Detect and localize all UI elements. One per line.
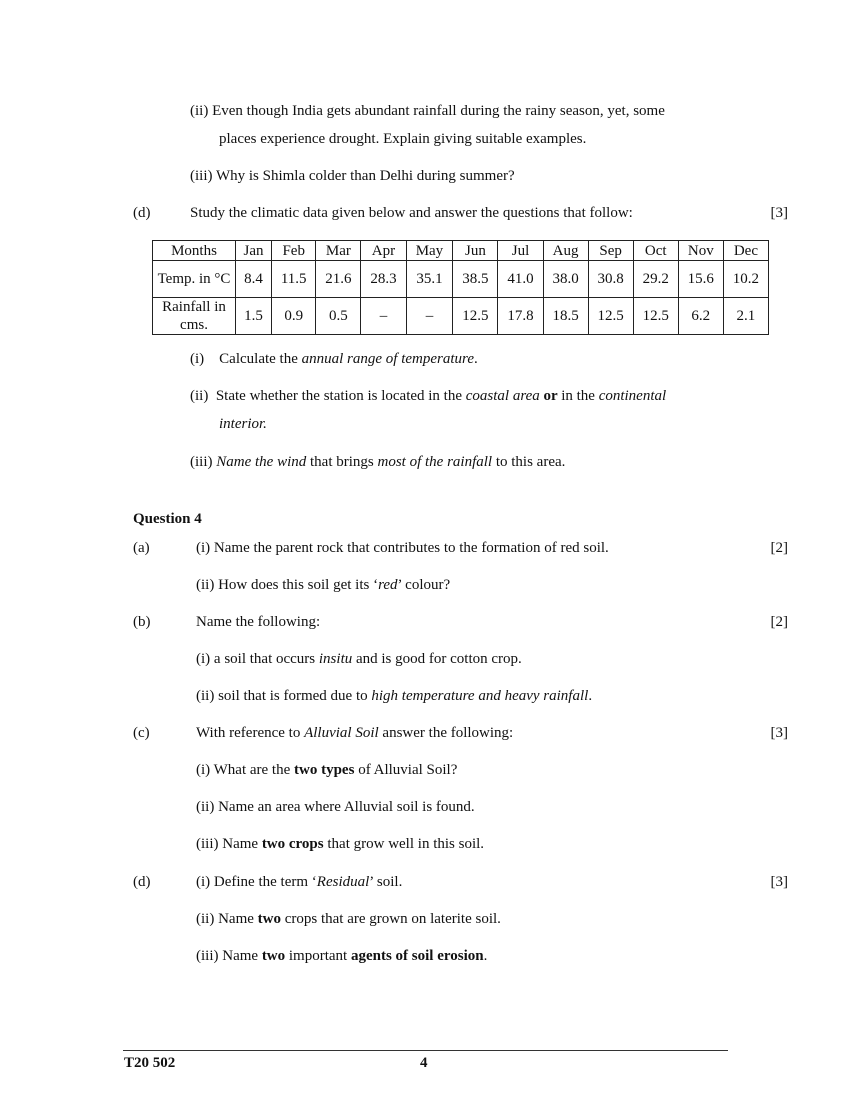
- month-cell: Oct: [633, 241, 678, 261]
- q4-d-ii: [196, 910, 501, 928]
- month-cell: Dec: [723, 241, 768, 261]
- q3-d-ii-text: State whether the station is located in the: [215, 388, 466, 404]
- temp-cell: 29.2: [633, 261, 678, 298]
- q4-c-iii-text: (iii) Name: [196, 836, 262, 852]
- rain-cell: 0.9: [272, 298, 316, 335]
- q3-d-ii-interior: interior.: [219, 416, 267, 432]
- footer-divider: [123, 1050, 728, 1051]
- q4-c-i-bold: two types: [294, 762, 355, 778]
- q4-b-ii: [196, 687, 592, 705]
- months-header: Months: [153, 241, 236, 261]
- q4-d-iii-bold2: agents of soil erosion: [350, 948, 484, 964]
- q3-d-ii-text2: in the: [561, 388, 599, 404]
- rain-cell: 6.2: [678, 298, 723, 335]
- q4-a-ii-end: ’ colour?: [397, 577, 451, 593]
- q4-a-ii-text: (ii) How does this soil get its ‘: [196, 577, 379, 593]
- q3-d-i-emph: annual range of temperature: [301, 351, 474, 367]
- q4-d-iii: [196, 947, 487, 965]
- q3-c-ii-line1: (ii) Even though India gets abundant rainfall during the rainy season, yet, some: [190, 103, 665, 119]
- rain-cell: –: [361, 298, 406, 335]
- q4-a-marks: [2]: [770, 540, 788, 556]
- month-cell: Apr: [361, 241, 406, 261]
- q3-d-ii-or: or: [539, 388, 562, 404]
- q3-c-ii-line2: places experience drought. Explain giving suitable examples.: [219, 131, 587, 147]
- table-row-months: [153, 241, 769, 261]
- footer-code: T20 502: [124, 1055, 176, 1071]
- q4-b-i-end: and is good for cotton crop.: [352, 651, 522, 667]
- q4-a-label: (a): [133, 540, 150, 556]
- q4-c-text: [196, 724, 513, 742]
- temp-cell: 30.8: [588, 261, 633, 298]
- q4-b-text: Name the following:: [196, 614, 321, 630]
- q3-d-i-num: (i): [190, 351, 205, 367]
- q3-d-iii-num: (iii): [190, 454, 213, 470]
- table-row-rainfall: [153, 298, 769, 335]
- rain-cell: 12.5: [633, 298, 678, 335]
- q3-d-ii: [190, 387, 666, 405]
- q4-d-i-emph: Residual: [316, 874, 370, 890]
- q3-d-iii: [190, 453, 565, 471]
- temp-cell: 8.4: [236, 261, 272, 298]
- q3-d-i-text: Calculate the: [219, 351, 302, 367]
- month-cell: Nov: [678, 241, 723, 261]
- climate-table: [152, 240, 769, 335]
- q4-b-ii-emph: high temperature and heavy rainfall: [371, 688, 589, 704]
- month-cell: Aug: [543, 241, 588, 261]
- q4-b-i-emph: insitu: [318, 651, 353, 667]
- q3-d-ii-line2: [219, 415, 267, 433]
- q3-d-i: [190, 350, 478, 368]
- q3-d-label: (d): [133, 205, 151, 221]
- q3-d-ii-emph1: coastal area: [465, 388, 540, 404]
- q4-a-ii-emph: red: [378, 577, 398, 593]
- temp-cell: 21.6: [316, 261, 361, 298]
- month-cell: Mar: [316, 241, 361, 261]
- temp-cell: 10.2: [723, 261, 768, 298]
- q4-c-iii: [196, 835, 484, 853]
- q4-c-text-a: With reference to: [196, 725, 305, 741]
- q4-a-ii: [196, 576, 450, 594]
- q4-c-emph: Alluvial Soil: [304, 725, 379, 741]
- month-cell: Jun: [453, 241, 498, 261]
- rain-cell: 1.5: [236, 298, 272, 335]
- q4-b-label: (b): [133, 614, 151, 630]
- temp-cell: 41.0: [498, 261, 543, 298]
- temp-cell: 15.6: [678, 261, 723, 298]
- q4-b-i-text: (i) a soil that occurs: [196, 651, 319, 667]
- rain-cell: 17.8: [498, 298, 543, 335]
- q4-d-iii-end: .: [483, 948, 488, 964]
- rain-cell: 2.1: [723, 298, 768, 335]
- rain-cell: –: [406, 298, 453, 335]
- q4-a-i: (i) Name the parent rock that contributes to the formation of red soil.: [196, 540, 609, 556]
- q4-d-i-end: ’ soil.: [369, 874, 403, 890]
- q4-c-i-end: of Alluvial Soil?: [354, 762, 458, 778]
- q4-b-i: [196, 650, 522, 668]
- q3-d-iii-emph2: most of the rainfall: [377, 454, 493, 470]
- q3-d-ii-num: (ii): [190, 388, 209, 404]
- q3-d-iii-emph1: Name the wind: [216, 454, 307, 470]
- q4-b-ii-end: .: [588, 688, 593, 704]
- month-cell: Jan: [236, 241, 272, 261]
- q4-d-marks: [3]: [770, 874, 788, 890]
- q3-d-ii-emph2: continental: [598, 388, 667, 404]
- rain-header: Rainfall in cms.: [153, 298, 236, 335]
- month-cell: Feb: [272, 241, 316, 261]
- q4-d-ii-bold: two: [257, 911, 281, 927]
- q3-d-iii-text: that brings: [306, 454, 378, 470]
- q4-c-label: (c): [133, 725, 150, 741]
- month-cell: Jul: [498, 241, 543, 261]
- rain-cell: 0.5: [316, 298, 361, 335]
- q4-b-ii-text: (ii) soil that is formed due to: [196, 688, 372, 704]
- q4-c-i-text: (i) What are the: [196, 762, 295, 778]
- q4-d-iii-bold1: two: [261, 948, 286, 964]
- q4-d-i: [196, 873, 402, 891]
- q3-c-iii: (iii) Why is Shimla colder than Delhi during summer?: [190, 168, 515, 184]
- temp-cell: 38.5: [453, 261, 498, 298]
- q4-d-i-text: (i) Define the term ‘: [196, 874, 317, 890]
- q4-d-ii-text: (ii) Name: [196, 911, 258, 927]
- table-row-temperature: [153, 261, 769, 298]
- month-cell: Sep: [588, 241, 633, 261]
- temp-cell: 28.3: [361, 261, 406, 298]
- q4-c-iii-end: that grow well in this soil.: [323, 836, 485, 852]
- q4-c-ii: (ii) Name an area where Alluvial soil is found.: [196, 799, 475, 815]
- q4-c-iii-bold: two crops: [261, 836, 324, 852]
- q4-d-label: (d): [133, 874, 151, 890]
- q4-d-iii-text2: important: [285, 948, 351, 964]
- q3-d-iii-end: to this area.: [492, 454, 566, 470]
- temp-header: Temp. in °C: [153, 261, 236, 298]
- temp-cell: 11.5: [272, 261, 316, 298]
- q4-c-i: [196, 761, 457, 779]
- rain-cell: 18.5: [543, 298, 588, 335]
- q3-d-i-end: .: [473, 351, 478, 367]
- q3-d-marks: [3]: [770, 205, 788, 221]
- question-4-heading: Question 4: [133, 511, 202, 527]
- q4-d-iii-text: (iii) Name: [196, 948, 262, 964]
- month-cell: May: [406, 241, 453, 261]
- q4-b-marks: [2]: [770, 614, 788, 630]
- rain-cell: 12.5: [453, 298, 498, 335]
- q3-d-text: Study the climatic data given below and answer the questions that follow:: [190, 205, 633, 221]
- q4-c-marks: [3]: [770, 725, 788, 741]
- q4-d-ii-end: crops that are grown on laterite soil.: [280, 911, 501, 927]
- temp-cell: 35.1: [406, 261, 453, 298]
- rain-cell: 12.5: [588, 298, 633, 335]
- page-number: 4: [420, 1055, 428, 1071]
- q4-c-text-c: answer the following:: [378, 725, 514, 741]
- temp-cell: 38.0: [543, 261, 588, 298]
